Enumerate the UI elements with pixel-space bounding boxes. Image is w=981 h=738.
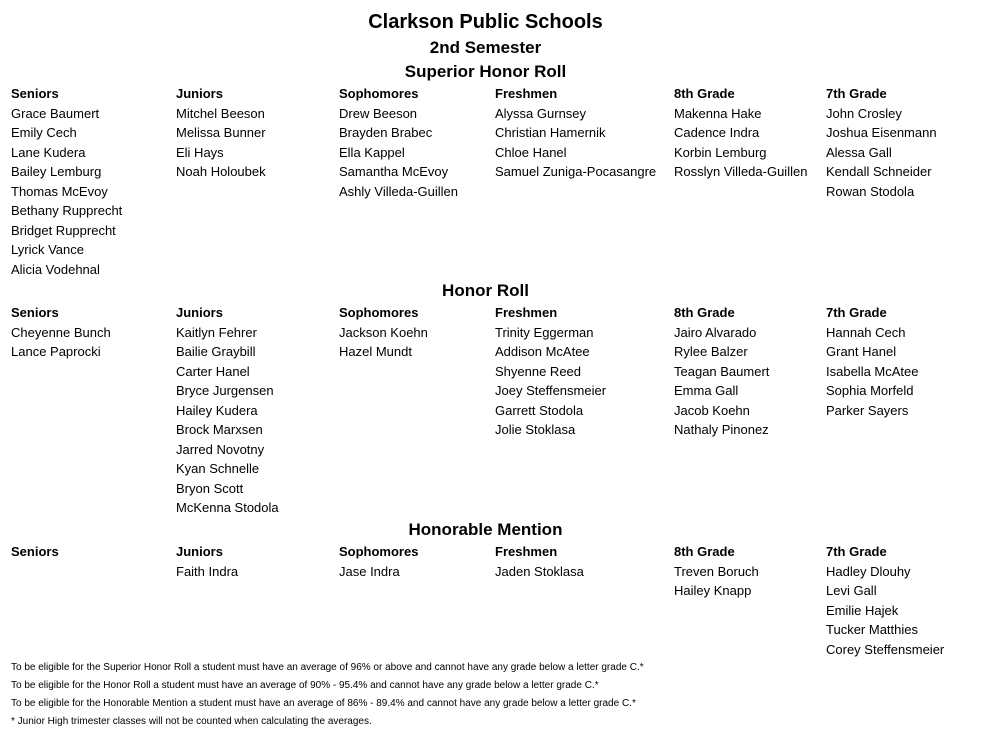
student-list [674, 323, 769, 440]
student-list [176, 562, 238, 582]
grade-heading: Juniors [176, 86, 223, 101]
student-name: Bryon Scott [176, 480, 244, 496]
student-name: Cadence Indra [674, 125, 760, 140]
grade-heading: Seniors [11, 305, 59, 320]
grade-heading: Juniors [176, 544, 223, 559]
student-name: Samuel Zuniga-Pocasangre [495, 164, 657, 179]
grade-column [339, 303, 428, 362]
student-name: Lane Kudera [11, 144, 86, 160]
student-name: Rowan Stodola [826, 183, 915, 199]
student-name: Cheyenne Bunch [11, 324, 111, 340]
student-name: Melissa Bunner [176, 125, 266, 140]
note-footnote: * Junior High trimester classes will not be counted when calculating the averages. [11, 716, 372, 727]
student-name: Parker Sayers [826, 402, 909, 418]
student-name: Addison McAtee [495, 344, 590, 359]
student-name: Garrett Stodola [495, 402, 584, 418]
student-list [339, 562, 418, 582]
grade-column [176, 303, 279, 518]
student-name: Tucker Matthies [826, 622, 918, 637]
grade-heading: 7th Grade [826, 544, 887, 559]
note-superior: To be eligible for the Superior Honor Roll a student must have an average of 96% or above and cannot have any grade below a letter grade C.* [11, 662, 644, 673]
student-name: Levi Gall [826, 583, 877, 598]
grade-heading: Juniors [176, 305, 223, 320]
grade-column [674, 84, 807, 182]
student-name: Treven Boruch [674, 563, 759, 579]
student-name: Carter Hanel [176, 363, 250, 379]
student-name: Trinity Eggerman [495, 324, 594, 340]
student-list [674, 104, 807, 182]
grade-heading: Sophomores [339, 544, 419, 559]
student-name: Jaden Stoklasa [495, 563, 584, 579]
student-list [495, 562, 584, 582]
student-name: Alyssa Gurnsey [495, 105, 587, 121]
grade-heading: Seniors [11, 86, 59, 101]
student-name: Rylee Balzer [674, 344, 748, 359]
grade-heading: Seniors [11, 544, 59, 559]
grade-column [339, 84, 458, 201]
student-name: Jacob Koehn [674, 402, 750, 418]
student-name: Alicia Vodehnal [11, 261, 100, 277]
student-name: Bailey Lemburg [11, 164, 102, 179]
grade-column [674, 542, 759, 601]
student-name: Chloe Hanel [495, 144, 567, 160]
grade-heading: 8th Grade [674, 86, 735, 101]
grade-column [495, 84, 656, 182]
student-name: Jase Indra [339, 563, 400, 579]
grade-heading: Freshmen [495, 86, 558, 101]
student-name: Grant Hanel [826, 344, 897, 359]
student-name: Korbin Lemburg [674, 144, 767, 160]
student-list [826, 104, 937, 202]
student-list [826, 562, 944, 660]
grade-column [495, 303, 606, 440]
student-list [826, 323, 919, 421]
student-name: Kendall Schneider [826, 164, 932, 179]
student-name: Emma Gall [674, 383, 739, 398]
student-name: Hailey Knapp [674, 583, 752, 598]
student-name: Alessa Gall [826, 144, 892, 160]
student-name: Grace Baumert [11, 105, 100, 121]
note-honor: To be eligible for the Honor Roll a student must have an average of 90% - 95.4% and cannot have any grade below a letter grade C.* [11, 680, 599, 691]
student-name: Lance Paprocki [11, 344, 101, 359]
student-name: Mitchel Beeson [176, 105, 265, 121]
grade-heading: Sophomores [339, 305, 419, 320]
student-name: Christian Hamernik [495, 125, 606, 140]
student-name: Teagan Baumert [674, 363, 770, 379]
grade-column [11, 303, 111, 362]
student-name: Ella Kappel [339, 144, 405, 160]
grade-column [826, 84, 937, 201]
grade-heading: Freshmen [495, 544, 558, 559]
student-name: Bailie Graybill [176, 344, 256, 359]
student-name: Isabella McAtee [826, 363, 919, 379]
grade-column [176, 542, 238, 581]
student-name: Brock Marxsen [176, 422, 263, 437]
student-list [495, 323, 606, 440]
student-list [11, 323, 111, 362]
grade-column [826, 542, 944, 659]
student-name: Lyrick Vance [11, 242, 84, 257]
student-name: Samantha McEvoy [339, 164, 449, 179]
student-name: Hadley Dlouhy [826, 563, 911, 579]
student-name: Bridget Rupprecht [11, 222, 116, 238]
grade-column [826, 303, 919, 420]
student-name: Corey Steffensmeier [826, 641, 945, 657]
student-name: Kyan Schnelle [176, 461, 260, 476]
grade-column [674, 303, 769, 440]
grade-column [11, 84, 122, 279]
student-name: John Crosley [826, 105, 902, 121]
student-name: Thomas McEvoy [11, 183, 108, 199]
section-title-honor-roll: Honor Roll [442, 281, 529, 300]
student-name: Jairo Alvarado [674, 324, 757, 340]
student-name: Noah Holoubek [176, 164, 266, 179]
student-name: Eli Hays [176, 144, 224, 160]
student-name: Sophia Morfeld [826, 383, 914, 398]
student-list [339, 323, 428, 362]
grade-heading: 7th Grade [826, 86, 887, 101]
student-name: Jarred Novotny [176, 441, 265, 457]
student-name: Jackson Koehn [339, 324, 428, 340]
grade-column [176, 84, 266, 182]
grade-heading: 8th Grade [674, 305, 735, 320]
grade-heading: 7th Grade [826, 305, 887, 320]
student-list [176, 104, 266, 182]
section-title-honorable-mention: Honorable Mention [408, 520, 563, 539]
student-name: Jolie Stoklasa [495, 422, 576, 437]
student-name: Kaitlyn Fehrer [176, 324, 257, 340]
student-list [176, 323, 279, 518]
student-name: Shyenne Reed [495, 363, 582, 379]
note-honorable: To be eligible for the Honorable Mention a student must have an average of 86% - 89.4% and cannot have any grade below a letter grade C.* [11, 698, 636, 709]
grade-heading: Freshmen [495, 305, 558, 320]
grade-heading: 8th Grade [674, 544, 735, 559]
student-list [674, 562, 759, 601]
student-name: Ashly Villeda-Guillen [339, 183, 458, 199]
student-name: Bethany Rupprecht [11, 203, 123, 218]
student-list [11, 104, 122, 280]
student-name: Hazel Mundt [339, 344, 412, 359]
page-title: Clarkson Public Schools [368, 11, 603, 33]
student-name: Hailey Kudera [176, 402, 258, 418]
student-name: Makenna Hake [674, 105, 762, 121]
grade-column [339, 542, 418, 581]
semester-title: 2nd Semester [429, 38, 542, 57]
grade-heading: Sophomores [339, 86, 419, 101]
student-name: Emilie Hajek [826, 602, 899, 618]
student-name: McKenna Stodola [176, 500, 279, 515]
student-name: Joey Steffensmeier [495, 383, 607, 398]
student-list [339, 104, 458, 202]
grade-column [11, 542, 59, 562]
student-list [495, 104, 656, 182]
section-title-superior-honor-roll: Superior Honor Roll [404, 62, 567, 81]
eligibility-notes [11, 659, 971, 731]
student-name: Nathaly Pinonez [674, 422, 769, 437]
student-name: Rosslyn Villeda-Guillen [674, 164, 808, 179]
student-name: Drew Beeson [339, 105, 418, 121]
grade-column [495, 542, 584, 581]
student-name: Bryce Jurgensen [176, 383, 274, 398]
student-name: Joshua Eisenmann [826, 125, 937, 140]
student-name: Brayden Brabec [339, 125, 433, 140]
student-name: Emily Cech [11, 125, 77, 140]
student-name: Faith Indra [176, 563, 239, 579]
student-name: Hannah Cech [826, 324, 906, 340]
